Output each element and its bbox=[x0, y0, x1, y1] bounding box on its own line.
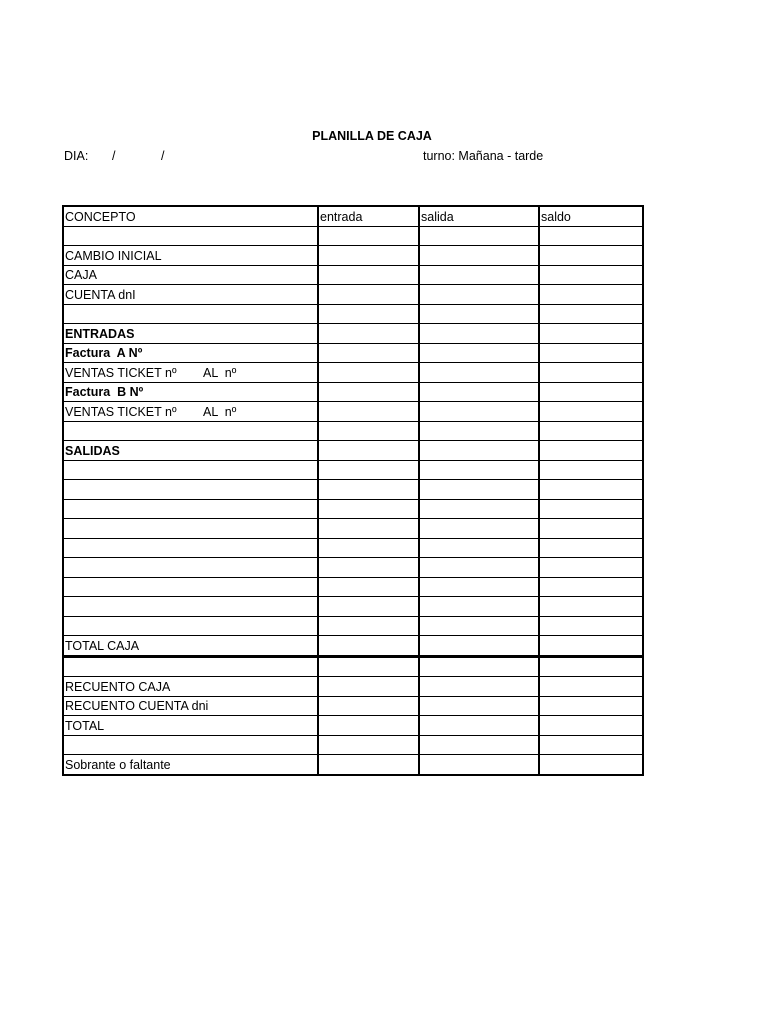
table-row bbox=[63, 716, 643, 736]
table-row bbox=[63, 421, 643, 441]
column-header-concepto: CONCEPTO bbox=[63, 206, 318, 226]
salida-cell[interactable] bbox=[419, 460, 539, 480]
concepto-label: SALIDAS bbox=[65, 443, 120, 458]
saldo-cell[interactable] bbox=[539, 285, 643, 305]
dia-label: DIA: bbox=[64, 149, 89, 163]
salida-cell[interactable] bbox=[419, 480, 539, 500]
concepto-cell[interactable] bbox=[63, 304, 318, 324]
saldo-cell[interactable] bbox=[539, 499, 643, 519]
date-slash-2: / bbox=[161, 149, 165, 163]
saldo-cell[interactable] bbox=[539, 226, 643, 246]
concepto-label: Sobrante o faltante bbox=[65, 757, 171, 772]
entrada-cell[interactable] bbox=[318, 226, 419, 246]
saldo-cell[interactable] bbox=[539, 304, 643, 324]
salida-cell[interactable] bbox=[419, 285, 539, 305]
saldo-cell[interactable] bbox=[539, 441, 643, 461]
concepto-cell[interactable] bbox=[63, 616, 318, 636]
concepto-cell[interactable] bbox=[63, 460, 318, 480]
entrada-cell[interactable] bbox=[318, 519, 419, 539]
entrada-cell[interactable] bbox=[318, 558, 419, 578]
table-row bbox=[63, 538, 643, 558]
entrada-cell[interactable] bbox=[318, 616, 419, 636]
salida-cell[interactable] bbox=[419, 577, 539, 597]
salida-cell[interactable] bbox=[419, 597, 539, 617]
concepto-cell[interactable] bbox=[63, 716, 318, 736]
concepto-cell[interactable] bbox=[63, 441, 318, 461]
entrada-cell[interactable] bbox=[318, 499, 419, 519]
salida-cell[interactable] bbox=[419, 441, 539, 461]
entrada-cell[interactable] bbox=[318, 304, 419, 324]
saldo-cell[interactable] bbox=[539, 597, 643, 617]
entrada-cell[interactable] bbox=[318, 755, 419, 775]
salida-cell[interactable] bbox=[419, 363, 539, 383]
salida-cell[interactable] bbox=[419, 755, 539, 775]
entrada-cell[interactable] bbox=[318, 716, 419, 736]
entrada-cell[interactable] bbox=[318, 324, 419, 344]
entrada-cell[interactable] bbox=[318, 343, 419, 363]
salida-cell[interactable] bbox=[419, 558, 539, 578]
concepto-cell[interactable] bbox=[63, 755, 318, 775]
concepto-cell[interactable] bbox=[63, 363, 318, 383]
table-row bbox=[63, 755, 643, 775]
saldo-cell[interactable] bbox=[539, 519, 643, 539]
concepto-label: Factura A Nº bbox=[65, 346, 143, 360]
column-header-entrada: entrada bbox=[318, 206, 419, 226]
salida-cell[interactable] bbox=[419, 343, 539, 363]
cash-sheet-table bbox=[62, 205, 644, 776]
concepto-label: Factura B Nº bbox=[65, 385, 144, 399]
entrada-cell[interactable] bbox=[318, 696, 419, 716]
turno-label: turno: Mañana - tarde bbox=[423, 149, 544, 163]
table-row bbox=[63, 265, 643, 285]
table-row bbox=[63, 577, 643, 597]
saldo-cell[interactable] bbox=[539, 363, 643, 383]
table-row bbox=[63, 616, 643, 636]
table-row bbox=[63, 735, 643, 755]
concepto-cell[interactable] bbox=[63, 265, 318, 285]
table-row bbox=[63, 656, 643, 677]
salida-cell[interactable] bbox=[419, 735, 539, 755]
concepto-label: CUENTA dnI bbox=[65, 287, 136, 302]
concepto-label: VENTAS TICKET nº bbox=[65, 404, 177, 419]
table-row bbox=[63, 343, 643, 363]
table-row bbox=[63, 677, 643, 697]
entrada-cell[interactable] bbox=[318, 441, 419, 461]
concepto-cell[interactable] bbox=[63, 696, 318, 716]
column-header-salida: salida bbox=[419, 206, 539, 226]
column-header-saldo: saldo bbox=[539, 206, 643, 226]
saldo-cell[interactable] bbox=[539, 324, 643, 344]
table-row bbox=[63, 402, 643, 422]
saldo-cell[interactable] bbox=[539, 716, 643, 736]
salida-cell[interactable] bbox=[419, 421, 539, 441]
entrada-cell[interactable] bbox=[318, 577, 419, 597]
concepto-label: RECUENTO CAJA bbox=[65, 679, 171, 694]
date-row bbox=[64, 149, 165, 205]
salida-cell[interactable] bbox=[419, 382, 539, 402]
saldo-cell[interactable] bbox=[539, 382, 643, 402]
concepto-cell[interactable] bbox=[63, 421, 318, 441]
table-row bbox=[63, 324, 643, 344]
salida-cell[interactable] bbox=[419, 616, 539, 636]
concepto-cell[interactable] bbox=[63, 577, 318, 597]
saldo-cell[interactable] bbox=[539, 677, 643, 697]
entrada-cell[interactable] bbox=[318, 677, 419, 697]
entrada-cell[interactable] bbox=[318, 538, 419, 558]
entrada-cell[interactable] bbox=[318, 382, 419, 402]
concepto-label: TOTAL bbox=[65, 718, 105, 733]
concepto-cell[interactable] bbox=[63, 558, 318, 578]
table-row bbox=[63, 597, 643, 617]
concepto-cell[interactable] bbox=[63, 677, 318, 697]
saldo-cell[interactable] bbox=[539, 656, 643, 677]
table-row bbox=[63, 226, 643, 246]
entrada-cell[interactable] bbox=[318, 480, 419, 500]
salida-cell[interactable] bbox=[419, 716, 539, 736]
saldo-cell[interactable] bbox=[539, 402, 643, 422]
concepto-cell[interactable] bbox=[63, 402, 318, 422]
concepto-cell[interactable] bbox=[63, 343, 318, 363]
concepto-cell[interactable] bbox=[63, 597, 318, 617]
entrada-cell[interactable] bbox=[318, 265, 419, 285]
salida-cell[interactable] bbox=[419, 636, 539, 657]
saldo-cell[interactable] bbox=[539, 558, 643, 578]
saldo-cell[interactable] bbox=[539, 460, 643, 480]
salida-cell[interactable] bbox=[419, 324, 539, 344]
concepto-cell[interactable] bbox=[63, 480, 318, 500]
concepto-cell[interactable] bbox=[63, 285, 318, 305]
table-row bbox=[63, 636, 643, 657]
entrada-cell[interactable] bbox=[318, 363, 419, 383]
table-row bbox=[63, 363, 643, 383]
table-row bbox=[63, 696, 643, 716]
concepto-label: VENTAS TICKET nº bbox=[65, 365, 177, 380]
table-row bbox=[63, 246, 643, 266]
saldo-cell[interactable] bbox=[539, 696, 643, 716]
salida-cell[interactable] bbox=[419, 246, 539, 266]
concepto-label: TOTAL CAJA bbox=[65, 638, 140, 653]
saldo-cell[interactable] bbox=[539, 421, 643, 441]
entrada-cell[interactable] bbox=[318, 285, 419, 305]
saldo-cell[interactable] bbox=[539, 636, 643, 657]
concepto-cell[interactable] bbox=[63, 656, 318, 677]
concepto-label: RECUENTO CUENTA dni bbox=[65, 699, 209, 713]
salida-cell[interactable] bbox=[419, 677, 539, 697]
concepto-cell[interactable] bbox=[63, 324, 318, 344]
concepto-label: ENTRADAS bbox=[65, 326, 135, 341]
concepto-label: CAMBIO INICIAL bbox=[65, 248, 162, 263]
entrada-cell[interactable] bbox=[318, 656, 419, 677]
saldo-cell[interactable] bbox=[539, 577, 643, 597]
concepto-cell[interactable] bbox=[63, 735, 318, 755]
table-row bbox=[63, 480, 643, 500]
entrada-cell[interactable] bbox=[318, 735, 419, 755]
date-slash-1: / bbox=[112, 149, 116, 163]
salida-cell[interactable] bbox=[419, 499, 539, 519]
page-title: PLANILLA DE CAJA bbox=[312, 129, 432, 143]
table-row bbox=[63, 441, 643, 461]
entrada-cell[interactable] bbox=[318, 246, 419, 266]
table-row bbox=[63, 558, 643, 578]
saldo-cell[interactable] bbox=[539, 480, 643, 500]
concepto-cell[interactable] bbox=[63, 226, 318, 246]
table-row bbox=[63, 499, 643, 519]
concepto-cell[interactable] bbox=[63, 636, 318, 657]
table-row bbox=[63, 285, 643, 305]
saldo-cell[interactable] bbox=[539, 246, 643, 266]
salida-cell[interactable] bbox=[419, 696, 539, 716]
concepto-cell[interactable] bbox=[63, 538, 318, 558]
salida-cell[interactable] bbox=[419, 226, 539, 246]
saldo-cell[interactable] bbox=[539, 616, 643, 636]
saldo-cell[interactable] bbox=[539, 343, 643, 363]
table-row bbox=[63, 460, 643, 480]
salida-cell[interactable] bbox=[419, 656, 539, 677]
concepto-cell[interactable] bbox=[63, 246, 318, 266]
concepto-label: CAJA bbox=[65, 268, 97, 282]
entrada-cell[interactable] bbox=[318, 402, 419, 422]
al-label: AL nº bbox=[203, 404, 237, 419]
salida-cell[interactable] bbox=[419, 265, 539, 285]
salida-cell[interactable] bbox=[419, 538, 539, 558]
header-row bbox=[63, 206, 643, 226]
table-row bbox=[63, 304, 643, 324]
entrada-cell[interactable] bbox=[318, 460, 419, 480]
salida-cell[interactable] bbox=[419, 304, 539, 324]
al-label: AL nº bbox=[203, 365, 237, 380]
concepto-cell[interactable] bbox=[63, 519, 318, 539]
entrada-cell[interactable] bbox=[318, 421, 419, 441]
concepto-cell[interactable] bbox=[63, 382, 318, 402]
saldo-cell[interactable] bbox=[539, 265, 643, 285]
salida-cell[interactable] bbox=[419, 402, 539, 422]
entrada-cell[interactable] bbox=[318, 597, 419, 617]
saldo-cell[interactable] bbox=[539, 538, 643, 558]
entrada-cell[interactable] bbox=[318, 636, 419, 657]
saldo-cell[interactable] bbox=[539, 755, 643, 775]
concepto-cell[interactable] bbox=[63, 499, 318, 519]
table-row bbox=[63, 519, 643, 539]
saldo-cell[interactable] bbox=[539, 735, 643, 755]
salida-cell[interactable] bbox=[419, 519, 539, 539]
table-row bbox=[63, 382, 643, 402]
